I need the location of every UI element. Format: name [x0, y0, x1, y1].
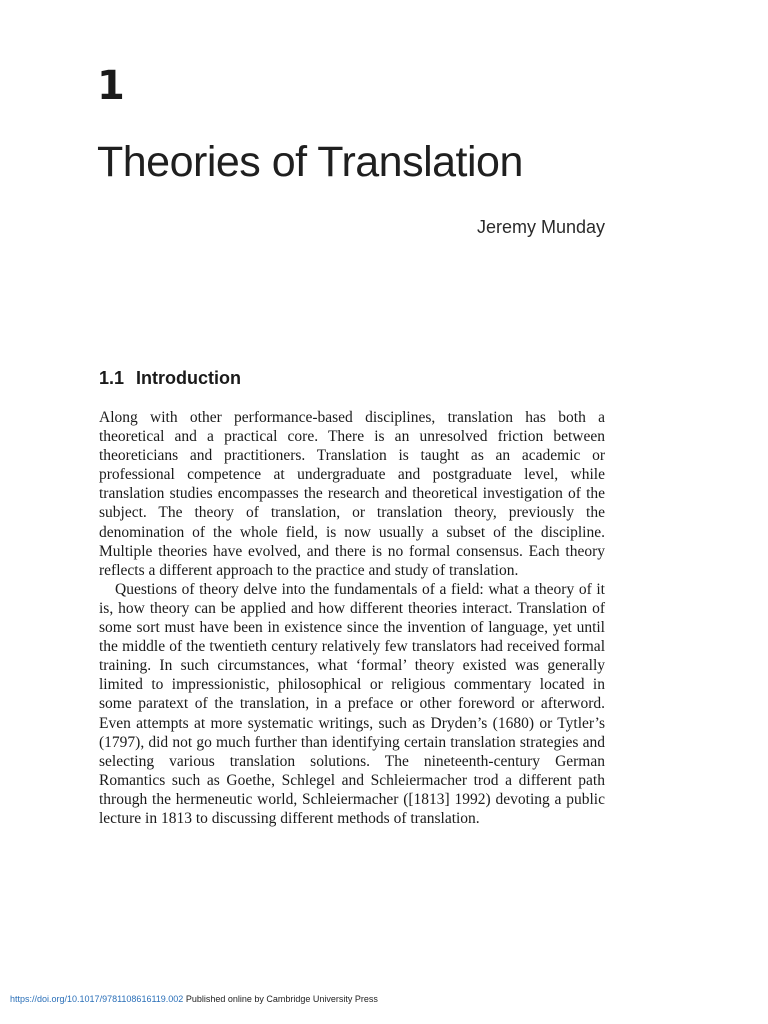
- published-note: Published online by Cambridge University Press: [185, 994, 378, 1004]
- chapter-title: Theories of Translation: [97, 138, 523, 186]
- chapter-number: 1: [97, 63, 125, 109]
- paragraph-1: Along with other performance-based disciplines, translation has both a theoretical and a practical core. There is an unresolved friction between theoreticians and practitioners. Translation is taught as an academic or professional competence at undergraduate and postgraduate level, while translation studies encompasses the research and theoretical investigation of the subject. The theory of translation, or translation theory, previously the denomination of the whole field, is now usually a subset of the discipline. Multiple theories have evolved, and there is no formal consensus. Each theory reflects a different approach to the practice and study of translation.: [99, 409, 605, 579]
- author-name: Jeremy Munday: [476, 217, 605, 237]
- body-text: [99, 408, 605, 828]
- section-title: Introduction: [136, 368, 242, 388]
- doi-link[interactable]: https://doi.org/10.1017/9781108616119.002: [10, 994, 184, 1004]
- section-heading: [99, 366, 241, 390]
- paragraph-2: Questions of theory delve into the fundamentals of a field: what a theory of it is, how theory can be applied and how different theories interact. Translation of some sort must have been in existence since the invention of language, yet until the middle of the twentieth century relatively few translators had received formal training. In such circumstances, what ‘formal’ theory existed was generally limited to impressionistic, philosophical or religious commentary located in some paratext of the translation, in a preface or other foreword or afterword. Even attempts at more systematic writings, such as Dryden’s (1680) or Tytler’s (1797), did not go much further than identifying certain translation strategies and selecting various translation solutions. The nineteenth-century German Romantics such as Goethe, Schlegel and Schleiermacher trod a different path through the hermeneutic world, Schleiermacher ([1813] 1992) devoting a public lecture in 1813 to discussing different methods of translation.: [99, 580, 605, 827]
- footer: [10, 993, 378, 1005]
- section-number: 1.1: [99, 368, 125, 388]
